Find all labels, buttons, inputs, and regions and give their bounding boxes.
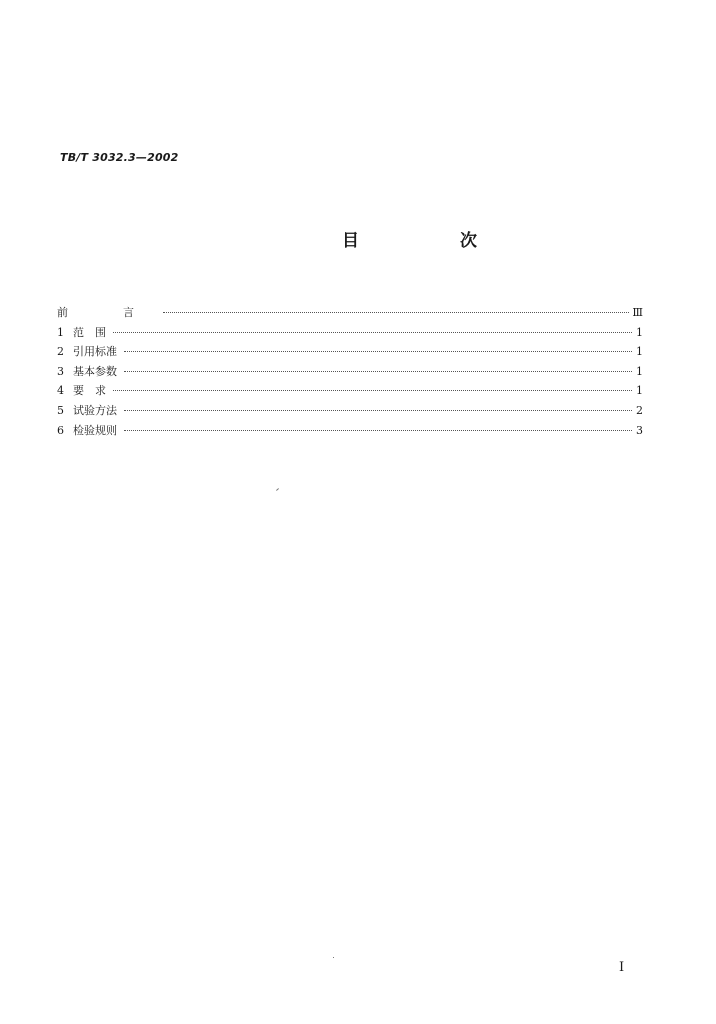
toc-entry-page: 1 — [636, 384, 643, 398]
toc-entry-number: 4 — [57, 384, 64, 398]
toc-entry-title: 前 言 — [57, 306, 156, 319]
toc-entry-number: 6 — [57, 423, 64, 437]
toc-dot-leader — [113, 332, 632, 333]
toc-entry-number: 3 — [57, 364, 64, 378]
toc-entry-title: 检验规则 — [73, 423, 117, 437]
toc-entry-page: Ⅲ — [632, 306, 643, 319]
standard-code: TB/T 3032.3—2002 — [60, 151, 179, 164]
toc-entry-page: 2 — [636, 403, 643, 417]
scan-speck — [333, 957, 334, 958]
toc-entry — [57, 421, 643, 441]
toc-dot-leader — [113, 390, 632, 391]
page-number: Ⅰ — [619, 960, 625, 975]
toc-entry-number: 5 — [57, 403, 64, 417]
toc-entry — [57, 342, 643, 362]
toc-entry-page: 3 — [636, 423, 643, 437]
toc-entry-number: 2 — [57, 345, 64, 359]
toc-entry-page: 1 — [636, 345, 643, 359]
toc-dot-leader — [124, 410, 632, 411]
toc-entry — [57, 303, 643, 323]
toc-entry-title: 要 求 — [73, 384, 106, 398]
toc-entry — [57, 362, 643, 382]
toc-entry — [57, 401, 643, 421]
toc-entry-title: 引用标准 — [73, 345, 117, 359]
toc-entry-title: 试验方法 — [73, 403, 117, 417]
toc-dot-leader — [124, 351, 632, 352]
toc-dot-leader — [124, 430, 632, 431]
page-title: 目 次 — [342, 231, 519, 251]
toc-entry-title: 基本参数 — [73, 364, 117, 378]
toc-entry-number: 1 — [57, 325, 64, 339]
table-of-contents — [57, 303, 643, 440]
toc-entry-title: 范 围 — [73, 325, 106, 339]
toc-dot-leader — [163, 312, 629, 313]
toc-entry — [57, 381, 643, 401]
toc-entry-page: 1 — [636, 325, 643, 339]
scan-speck — [276, 488, 279, 491]
toc-entry-page: 1 — [636, 364, 643, 378]
toc-dot-leader — [124, 371, 632, 372]
toc-entry — [57, 323, 643, 343]
